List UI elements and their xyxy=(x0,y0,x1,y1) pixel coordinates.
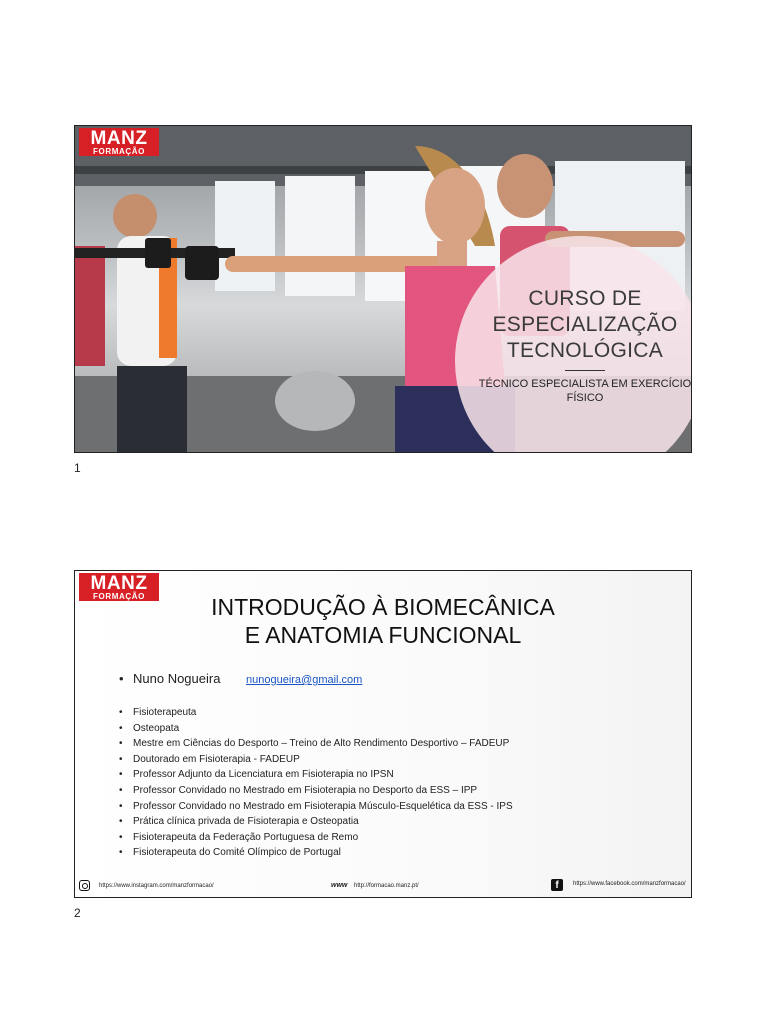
website-url[interactable]: http://formacao.manz.pt/ xyxy=(354,883,419,889)
bullet-icon: • xyxy=(119,784,123,796)
presenter-name-row xyxy=(119,671,220,686)
bullet-icon: • xyxy=(119,671,124,686)
credential-item xyxy=(119,799,513,815)
slide-2 xyxy=(74,570,692,898)
bullet-icon: • xyxy=(119,847,123,859)
instagram-icon[interactable] xyxy=(79,880,90,891)
credential-text: Doutorado em Fisioterapia - FADEUP xyxy=(133,753,300,765)
bullet-icon: • xyxy=(119,722,123,734)
manz-logo xyxy=(79,128,159,156)
title-divider xyxy=(565,370,605,371)
credential-item xyxy=(119,830,513,846)
facebook-icon[interactable]: f xyxy=(551,879,563,891)
bullet-icon: • xyxy=(119,831,123,843)
logo-line-1: MANZ xyxy=(90,573,148,594)
slide-number-2: 2 xyxy=(74,906,81,920)
logo-line-2: FORMAÇÃO xyxy=(93,592,145,601)
course-subtitle: TÉCNICO ESPECIALISTA EM EXERCÍCIO FÍSICO xyxy=(478,378,692,404)
course-title: CURSO DE ESPECIALIZAÇÃO TECNOLÓGICA xyxy=(492,287,678,362)
credential-item xyxy=(119,752,513,768)
www-icon: www xyxy=(331,882,348,889)
bullet-icon: • xyxy=(119,707,123,718)
bullet-icon: • xyxy=(119,769,123,781)
slide-title-line-2: E ANATOMIA FUNCIONAL xyxy=(244,622,522,648)
credential-text: Prática clínica privada de Fisioterapia e Osteopatia xyxy=(133,816,359,828)
credential-text: Osteopata xyxy=(133,722,180,734)
slide-number-1: 1 xyxy=(74,461,81,475)
credential-text: Fisioterapeuta xyxy=(133,707,197,718)
presenter-email-link[interactable]: nunogueira@gmail.com xyxy=(246,674,363,686)
bullet-icon: • xyxy=(119,816,123,828)
credential-item xyxy=(119,845,513,861)
credential-text: Professor Convidado no Mestrado em Fisioterapia Músculo-Esquelética da ESS - IPS xyxy=(133,800,513,812)
slide-footer xyxy=(75,879,691,895)
credential-item xyxy=(119,705,513,721)
credential-item xyxy=(119,721,513,737)
credentials-list xyxy=(119,705,513,861)
slide-title-line-1: INTRODUÇÃO À BIOMECÂNICA xyxy=(211,594,555,620)
credential-text: Fisioterapeuta da Federação Portuguesa de Remo xyxy=(133,831,359,843)
credential-item xyxy=(119,783,513,799)
bullet-icon: • xyxy=(119,800,123,812)
credential-text: Fisioterapeuta do Comité Olímpico de Portugal xyxy=(133,847,341,859)
credential-item xyxy=(119,736,513,752)
facebook-url[interactable]: https://www.facebook.com/manzformacao/ xyxy=(573,881,686,887)
bullet-icon: • xyxy=(119,738,123,750)
credential-item xyxy=(119,814,513,830)
slide-title xyxy=(75,593,691,649)
slide-1 xyxy=(74,125,692,453)
instagram-url[interactable]: https://www.instagram.com/manzformacao/ xyxy=(99,883,214,889)
presenter-name: Nuno Nogueira xyxy=(133,671,221,686)
credential-item xyxy=(119,767,513,783)
bullet-icon: • xyxy=(119,753,123,765)
logo-line-1: MANZ xyxy=(90,128,148,149)
credential-text: Professor Convidado no Mestrado em Fisioterapia no Desporto da ESS – IPP xyxy=(133,784,478,796)
credential-text: Professor Adjunto da Licenciatura em Fisioterapia no IPSN xyxy=(133,769,394,781)
credential-text: Mestre em Ciências do Desporto – Treino de Alto Rendimento Desportivo – FADEUP xyxy=(133,738,510,750)
logo-line-2: FORMAÇÃO xyxy=(93,147,145,156)
